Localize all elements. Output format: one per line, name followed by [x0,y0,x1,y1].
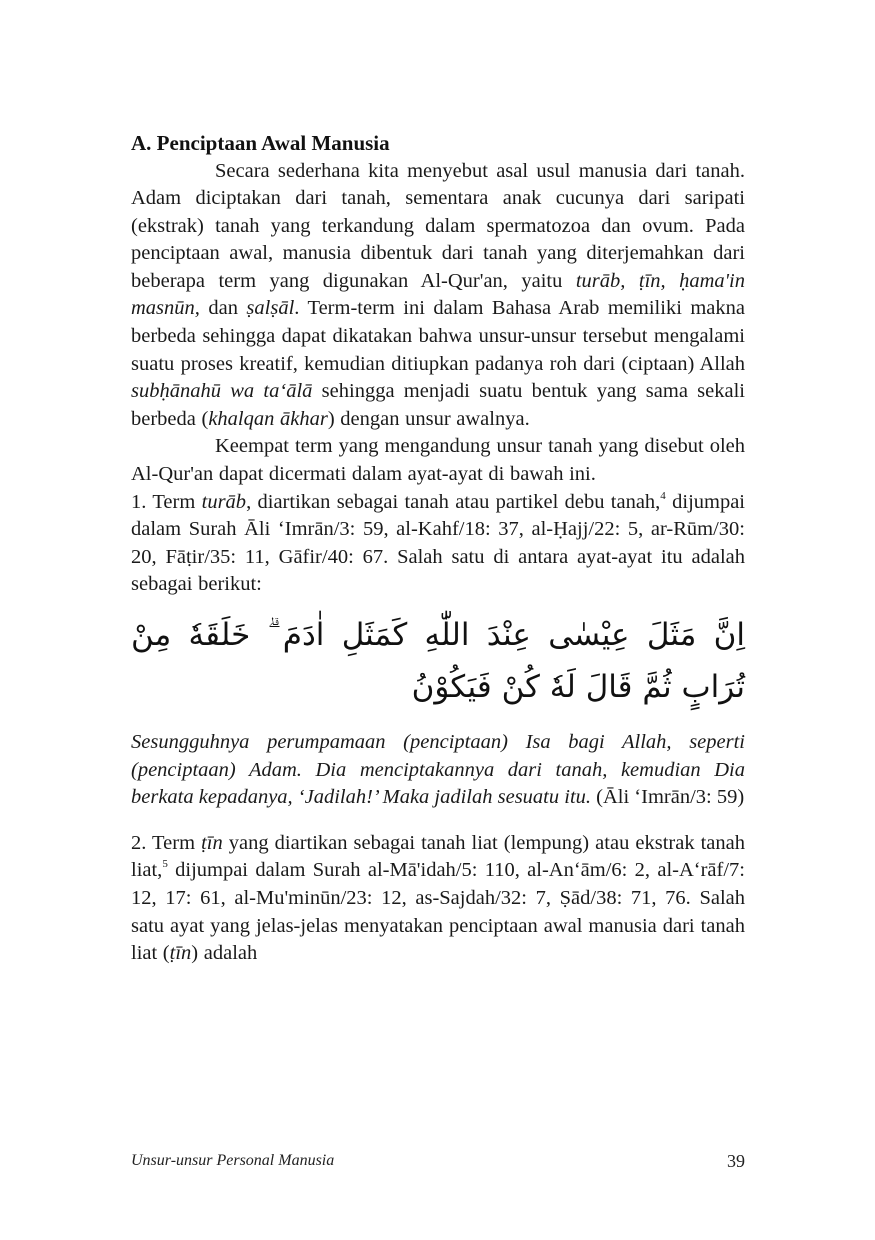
paragraph-four-terms: Keempat term yang mengandung unsur tanah yang disebut oleh Al-Qur'an dapat dicermati dalam ayat-ayat di bawah ini. [131,435,745,486]
item2-text-b: dijumpai dalam Surah al-Mā'idah/5: 110, al-An‘ām/6: 2, al-A‘rāf/7: 12, 17: 61, al-Mu'minūn/23: 12, as-Sajdah/32: 7, Ṣād/38: 71, 76. Salah satu ayat yang jelas-jelas menyatakan penciptaan awal manusia dari tanah liat ( [131,859,745,965]
term-turab: turāb [201,490,247,513]
paragraph1-connector: dan [199,297,247,320]
page-number: 39 [727,1151,745,1171]
item1-text-a: , diartikan sebagai tanah atau partikel debu tanah, [246,490,661,513]
list-item-tin [131,830,745,968]
section-heading: A. Penciptaan Awal Manusia [131,131,390,155]
page-content [131,130,745,968]
item1-prefix: 1. Term [131,490,202,513]
footnote-ref-4[interactable]: 4 [660,489,666,502]
term-tin-2: ṭīn [169,942,192,965]
item2-text-a: yang diartikan sebagai tanah liat (lempung) atau ekstrak tanah liat, [131,831,746,882]
page-footer [131,1150,745,1172]
quran-verse-arabic: اِنَّ مَثَلَ عِيْسٰى عِنْدَ اللّٰهِ كَمَثَلِ اٰدَمَ ۗ خَلَقَهٗ مِنْ تُرَابٍ ثُمَّ قَالَ لَهٗ كُنْ فَيَكُوْنُ [131,617,745,705]
verse-translation [131,729,745,812]
item2-text-c: ) adalah [191,942,258,965]
paragraph1-text: Secara sederhana kita menyebut asal usul manusia dari tanah. Adam diciptakan dari tanah, sementara anak cucunya dari saripati (ekstrak) tanah yang terkandung dalam spermatozoa dan ovum. Pada penciptaan awal, manusia dibentuk dari tanah yang diterjemahkan dari beberapa term yang digunakan Al-Qur'an, yaitu [131,159,745,292]
term-salsal: ṣalṣāl [246,297,295,320]
running-title: Unsur-unsur Personal Manusia [131,1152,335,1169]
term-tin: ṭīn [201,831,223,854]
footnote-ref-5[interactable]: 5 [162,858,168,871]
paragraph1-text-3: sehingga menjadi suatu bentuk yang sama sekali berbeda ( [131,380,746,430]
paragraph-origin-of-man [131,158,745,434]
term-khalqan-akhar: khalqan ākhar [208,407,328,430]
item2-prefix: 2. Term [131,831,202,854]
list-item-turab [131,489,745,599]
term-subhanahu: subḥānahū wa ta‘ālā [131,380,313,403]
item1-text-b: dijumpai dalam Surah Āli ‘Imrān/3: 59, al-Kahf/18: 37, al-Ḥajj/22: 5, ar-Rūm/30: 20, Fāṭir/35: 11, Gāfir/40: 67. Salah satu di antara ayat-ayat itu adalah sebagai berikut: [131,490,745,596]
verse-reference: (Āli ‘Imrān/3: 59) [591,786,745,809]
translation-text: Sesungguhnya perumpamaan (penciptaan) Isa bagi Allah, seperti (penciptaan) Adam. Dia menciptakannya dari tanah, kemudian Dia berkata kepadanya, ‘Jadilah!’ Maka jadilah sesuatu itu. [131,731,745,809]
paragraph1-text-4: ) dengan unsur awalnya. [327,407,530,430]
term-list: turāb, ṭīn, ḥama'in masnūn, [131,269,746,320]
paragraph1-text-2: . Term-term ini dalam Bahasa Arab memiliki makna berbeda sehingga dapat dikatakan bahwa unsur-unsur tersebut mengalami suatu proses kreatif, kemudian ditiupkan padanya roh dari (ciptaan) Allah [131,297,745,375]
